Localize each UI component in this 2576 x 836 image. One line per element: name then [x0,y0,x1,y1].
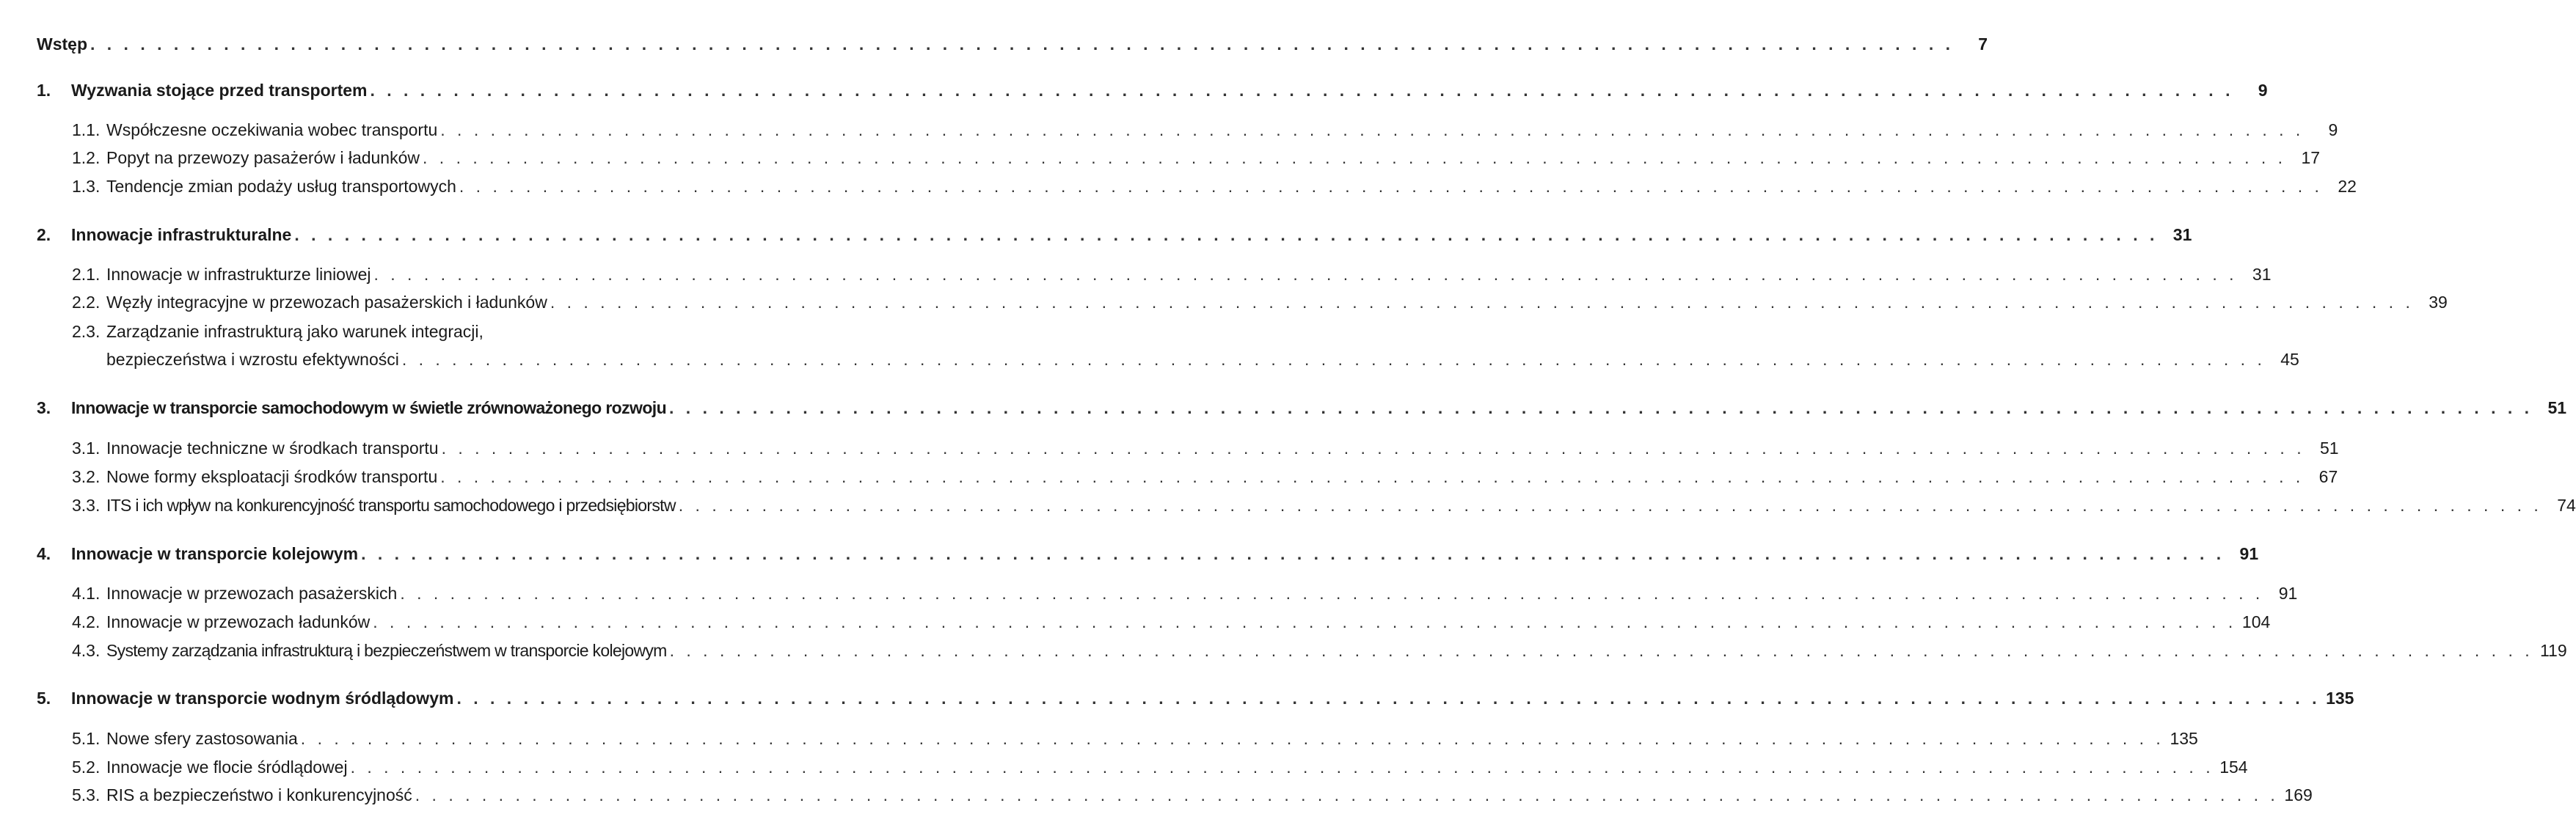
section-title: Popyt na przewozy pasażerów i ładunków [106,148,420,167]
page-number: 7 [1978,34,1988,54]
section-title: Innowacje techniczne w środkach transportu [106,439,439,458]
toc-section[interactable] [72,289,2448,315]
page-number: 45 [2280,350,2299,369]
toc-section[interactable] [72,117,2338,143]
page-number: 31 [2172,225,2192,244]
section-number: 1.3. [72,177,101,196]
section-title: Innowacje we flocie śródlądowej [106,758,348,777]
page-number: 74 [2557,496,2576,515]
toc-section[interactable] [72,435,2339,461]
section-number: 3.2. [72,467,101,486]
page-number: 31 [2252,265,2272,284]
toc-section-first-line[interactable] [72,318,484,345]
section-title: Zarządzanie infrastrukturą jako warunek integracji, [106,322,484,341]
page-number: 91 [2239,544,2259,563]
dot-leader [351,754,2214,780]
dot-leader [301,725,2164,752]
section-number: 4.2. [72,612,101,631]
toc-section[interactable] [72,725,2198,752]
section-title: Nowe sfery zastosowania [106,729,298,748]
page-number: 169 [2284,785,2313,804]
chapter-title: Wyzwania stojące przed transportem [71,81,368,100]
toc-chapter[interactable] [37,77,2268,103]
section-number: 2.2. [72,293,101,312]
page-number: 51 [2320,439,2339,458]
chapter-number: 2. [37,225,51,244]
dot-leader [440,117,2304,143]
section-title: Innowacje w przewozach pasażerskich [106,584,398,603]
dot-leader [90,31,1954,57]
section-title: Współczesne oczekiwania wobec transportu [106,120,438,139]
section-number: 2.3. [72,322,101,341]
dot-leader [294,221,2158,248]
toc-section[interactable] [72,463,2338,490]
dot-leader [374,261,2238,287]
dot-leader [679,492,2542,518]
chapter-number: 1. [37,81,51,100]
dot-leader [459,173,2323,199]
toc-chapter[interactable] [37,540,2259,567]
dot-leader [440,463,2304,490]
section-title: RIS a bezpieczeństwo i konkurencyjność [106,785,412,804]
dot-leader [456,685,2320,711]
section-title: Nowe formy eksploatacji środków transportu [106,467,438,486]
page-number: 51 [2547,398,2567,417]
section-title: Innowacje w przewozach ładunków [106,612,371,631]
section-number: 5.3. [72,785,101,804]
section-title: Węzły integracyjne w przewozach pasażerskich i ładunków [106,293,547,312]
page-number: 104 [2241,612,2271,631]
page-number: 154 [2219,758,2248,777]
page-number: 135 [2170,729,2198,748]
dot-leader [442,435,2305,461]
toc-section[interactable] [72,580,2298,606]
toc-section[interactable] [72,144,2321,171]
dot-leader [400,580,2263,606]
section-number: 2.1. [72,265,101,284]
dot-leader [670,637,2533,664]
toc-section[interactable] [72,261,2272,287]
chapter-number: 5. [37,689,51,708]
page-number: 135 [2326,689,2354,708]
dot-leader [370,77,2233,103]
chapter-number: 3. [37,398,51,417]
toc-entry-intro[interactable] [37,31,1988,57]
dot-leader [361,540,2225,567]
section-number: 3.3. [72,496,101,515]
toc-section-continuation[interactable] [106,346,2299,373]
toc-chapter[interactable] [37,685,2354,711]
page-number: 91 [2278,584,2298,603]
page-number: 9 [2258,81,2268,100]
dot-leader [669,395,2533,421]
chapter-title: Innowacje w transporcie wodnym śródlądowym [71,689,454,708]
section-number: 1.2. [72,148,101,167]
chapter-number: 4. [37,544,51,563]
dot-leader [550,289,2414,315]
dot-leader [415,782,2279,808]
section-number: 4.1. [72,584,101,603]
toc-section[interactable] [72,492,2576,518]
dot-leader [402,346,2266,373]
toc-chapter[interactable] [37,395,2567,421]
section-title: ITS i ich wpływ na konkurencyjność transportu samochodowego i przedsiębiorstw [106,496,676,515]
chapter-title: Innowacje w transporcie samochodowym w świetle zrównoważonego rozwoju [71,398,667,417]
section-number: 4.3. [72,641,101,660]
dot-leader [423,144,2286,171]
toc-section[interactable] [72,637,2567,664]
chapter-title: Innowacje w transporcie kolejowym [71,544,359,563]
section-title-continued: bezpieczeństwa i wzrostu efektywności [106,350,399,369]
toc-section[interactable] [72,609,2271,635]
section-number: 5.1. [72,729,101,748]
section-number: 3.1. [72,439,101,458]
section-title: Tendencje zmian podaży usług transportowych [106,177,456,196]
section-title: Innowacje w infrastrukturze liniowej [106,265,371,284]
page-number: 39 [2429,293,2448,312]
toc-section[interactable] [72,754,2248,780]
page-number: 67 [2318,467,2338,486]
toc-chapter[interactable] [37,221,2192,248]
section-number: 5.2. [72,758,101,777]
section-title: Systemy zarządzania infrastrukturą i bezpieczeństwem w transporcie kolejowym [106,641,667,660]
page-number: 17 [2301,148,2321,167]
dot-leader [373,609,2236,635]
toc-title: Wstęp [37,34,87,54]
toc-section[interactable] [72,173,2357,199]
toc-section[interactable] [72,782,2313,808]
section-number: 1.1. [72,120,101,139]
chapter-title: Innowacje infrastrukturalne [71,225,292,244]
page-number: 22 [2338,177,2357,196]
page-number: 119 [2539,641,2567,660]
page-number: 9 [2328,120,2338,139]
